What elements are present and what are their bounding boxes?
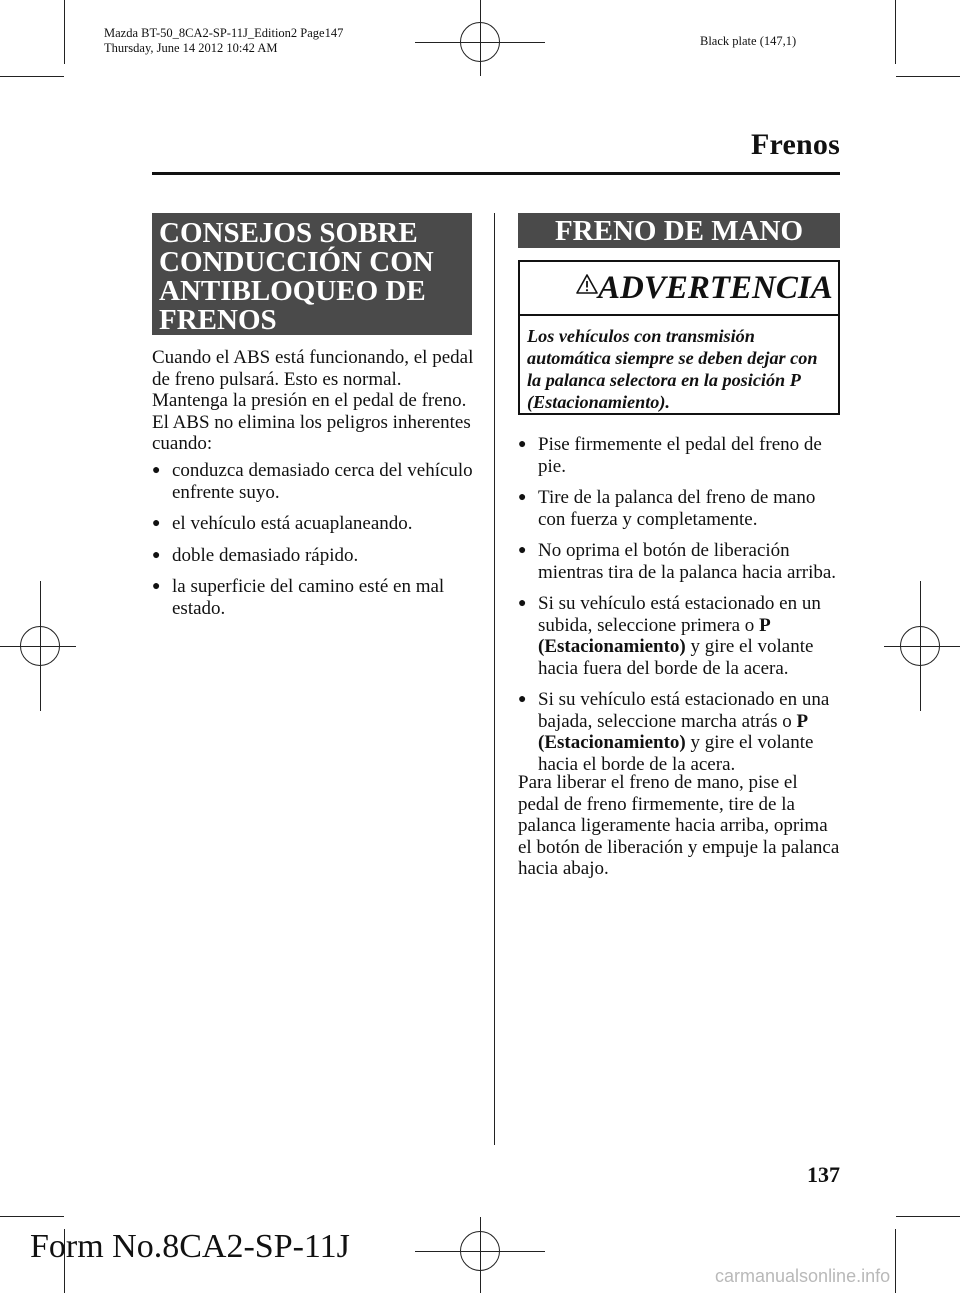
list-item [152,513,482,535]
bullet-icon: ● [518,596,527,611]
header-rule [152,172,840,175]
paragraph-line: Mantenga la presión en el pedal de freno. [152,390,467,411]
heading-line: CONDUCCIÓN CON [159,246,434,278]
paragraph-line: El ABS no elimina los peligros inherentes [152,411,471,433]
abs-tips-heading [152,213,472,335]
crop-mark [895,1229,896,1293]
list-item-line: hacia fuera del borde de la acera. [538,657,789,679]
list-item-line: enfrente suyo. [172,481,280,503]
list-item-line: conduzca demasiado cerca del vehículo [172,460,473,481]
crop-mark [0,1216,64,1217]
warning-title: ADVERTENCIA [598,270,833,306]
warning-triangle-icon [576,274,598,294]
watermark: carmanualsonline.info [715,1266,891,1286]
bullet-icon: ● [518,490,527,505]
registration-target-bottom [480,1217,481,1293]
list-item-line: No oprima el botón de liberación [538,540,790,561]
bullet-icon: ● [518,543,527,558]
crop-mark [895,0,896,64]
gear-p-label: P [796,710,809,732]
warning-line: automática siempre se deben dejar con [527,348,818,368]
gear-p-label: P [759,614,771,636]
parking-label: (Estacionamiento) [538,732,686,753]
text-run: subida, seleccione primera o [538,614,760,636]
plate-label: Black plate (147,1) [700,34,797,48]
paragraph-line: de freno pulsará. Esto es normal. [152,368,402,390]
paragraph-line: el botón de liberación y empuje la palanca [518,836,840,858]
heading-line: ANTIBLOQUEO DE [159,275,426,307]
list-item-line: con fuerza y completamente. [538,508,758,530]
text-run: y gire el volante [685,636,814,657]
bullet-icon: ● [518,437,527,452]
bullet-icon: ● [152,547,161,563]
list-item-line: estado. [172,597,226,619]
list-item-line [538,732,848,754]
list-item [518,593,848,679]
list-item-line: Si su vehículo está estacionado en un [538,593,821,614]
registration-target-right [884,646,960,647]
paragraph-line: hacia abajo. [518,858,609,879]
heading-line: CONSEJOS SOBRE [159,217,418,249]
paragraph-line: palanca ligeramente hacia arriba, oprima [518,815,828,836]
text-run: bajada, seleccione marcha atrás o [538,710,797,732]
warning-line: la palanca selectora en la posición P [527,370,801,390]
list-item-line [538,711,848,733]
list-item-line [538,615,848,637]
paragraph-line: pedal de freno firmemente, tire de la [518,793,795,815]
crop-mark [64,0,65,64]
list-item-line: doble demasiado rápido. [172,544,359,566]
list-item [518,540,848,583]
list-item-line: Tire de la palanca del freno de mano [538,487,816,508]
list-item [518,689,848,775]
crop-mark [896,76,960,77]
warning-box [518,260,840,415]
warning-header [520,262,838,316]
print-metadata [104,26,343,56]
bullet-icon: ● [152,516,161,531]
warning-line: (Estacionamiento). [527,392,670,412]
list-item-line: la superficie del camino esté en mal [172,576,445,597]
bullet-icon: ● [152,579,161,594]
paragraph-line: cuando: [152,433,213,454]
form-number: Form No.8CA2-SP-11J [30,1228,350,1265]
page-number: 137 [807,1162,840,1187]
print-metadata-line: Mazda BT-50_8CA2-SP-11J_Edition2 Page147 [104,26,344,40]
list-item-line: hacia el borde de la acera. [538,753,736,775]
list-item-line [538,636,848,658]
bullet-icon: ● [518,692,527,707]
release-instructions-paragraph [518,772,848,880]
print-metadata-line: Thursday, June 14 2012 10:42 AM [104,41,278,55]
paragraph-line: Cuando el ABS está funcionando, el pedal [152,347,474,368]
list-item [518,434,848,477]
crop-mark [0,76,64,77]
list-item-line: el vehículo está acuaplaneando. [172,513,413,534]
parking-label: (Estacionamiento) [538,636,686,657]
list-item [518,487,848,530]
parking-brake-bullet-list [518,434,848,785]
registration-target-left [0,646,76,647]
list-item-line: Si su vehículo está estacionado en una [538,689,830,710]
text-run: y gire el volante [685,732,814,753]
section-title: Frenos [751,128,840,161]
warning-text [527,325,839,413]
abs-intro-paragraph [152,347,482,455]
registration-target-top [480,0,481,76]
paragraph-line: Para liberar el freno de mano, pise el [518,772,798,793]
abs-bullet-list [152,460,482,629]
bullet-icon: ● [152,463,161,478]
heading-line: FRENOS [159,304,277,336]
list-item [152,545,482,567]
crop-mark [896,1216,960,1217]
list-item-line: Pise firmemente el pedal del freno de [538,434,822,455]
list-item-line: mientras tira de la palanca hacia arriba. [538,561,837,583]
parking-brake-heading: FRENO DE MANO [518,213,840,248]
list-item [152,460,482,503]
list-item [152,576,482,619]
column-divider [494,213,495,1145]
warning-line: Los vehículos con transmisión [527,326,755,346]
list-item-line: pie. [538,455,566,477]
